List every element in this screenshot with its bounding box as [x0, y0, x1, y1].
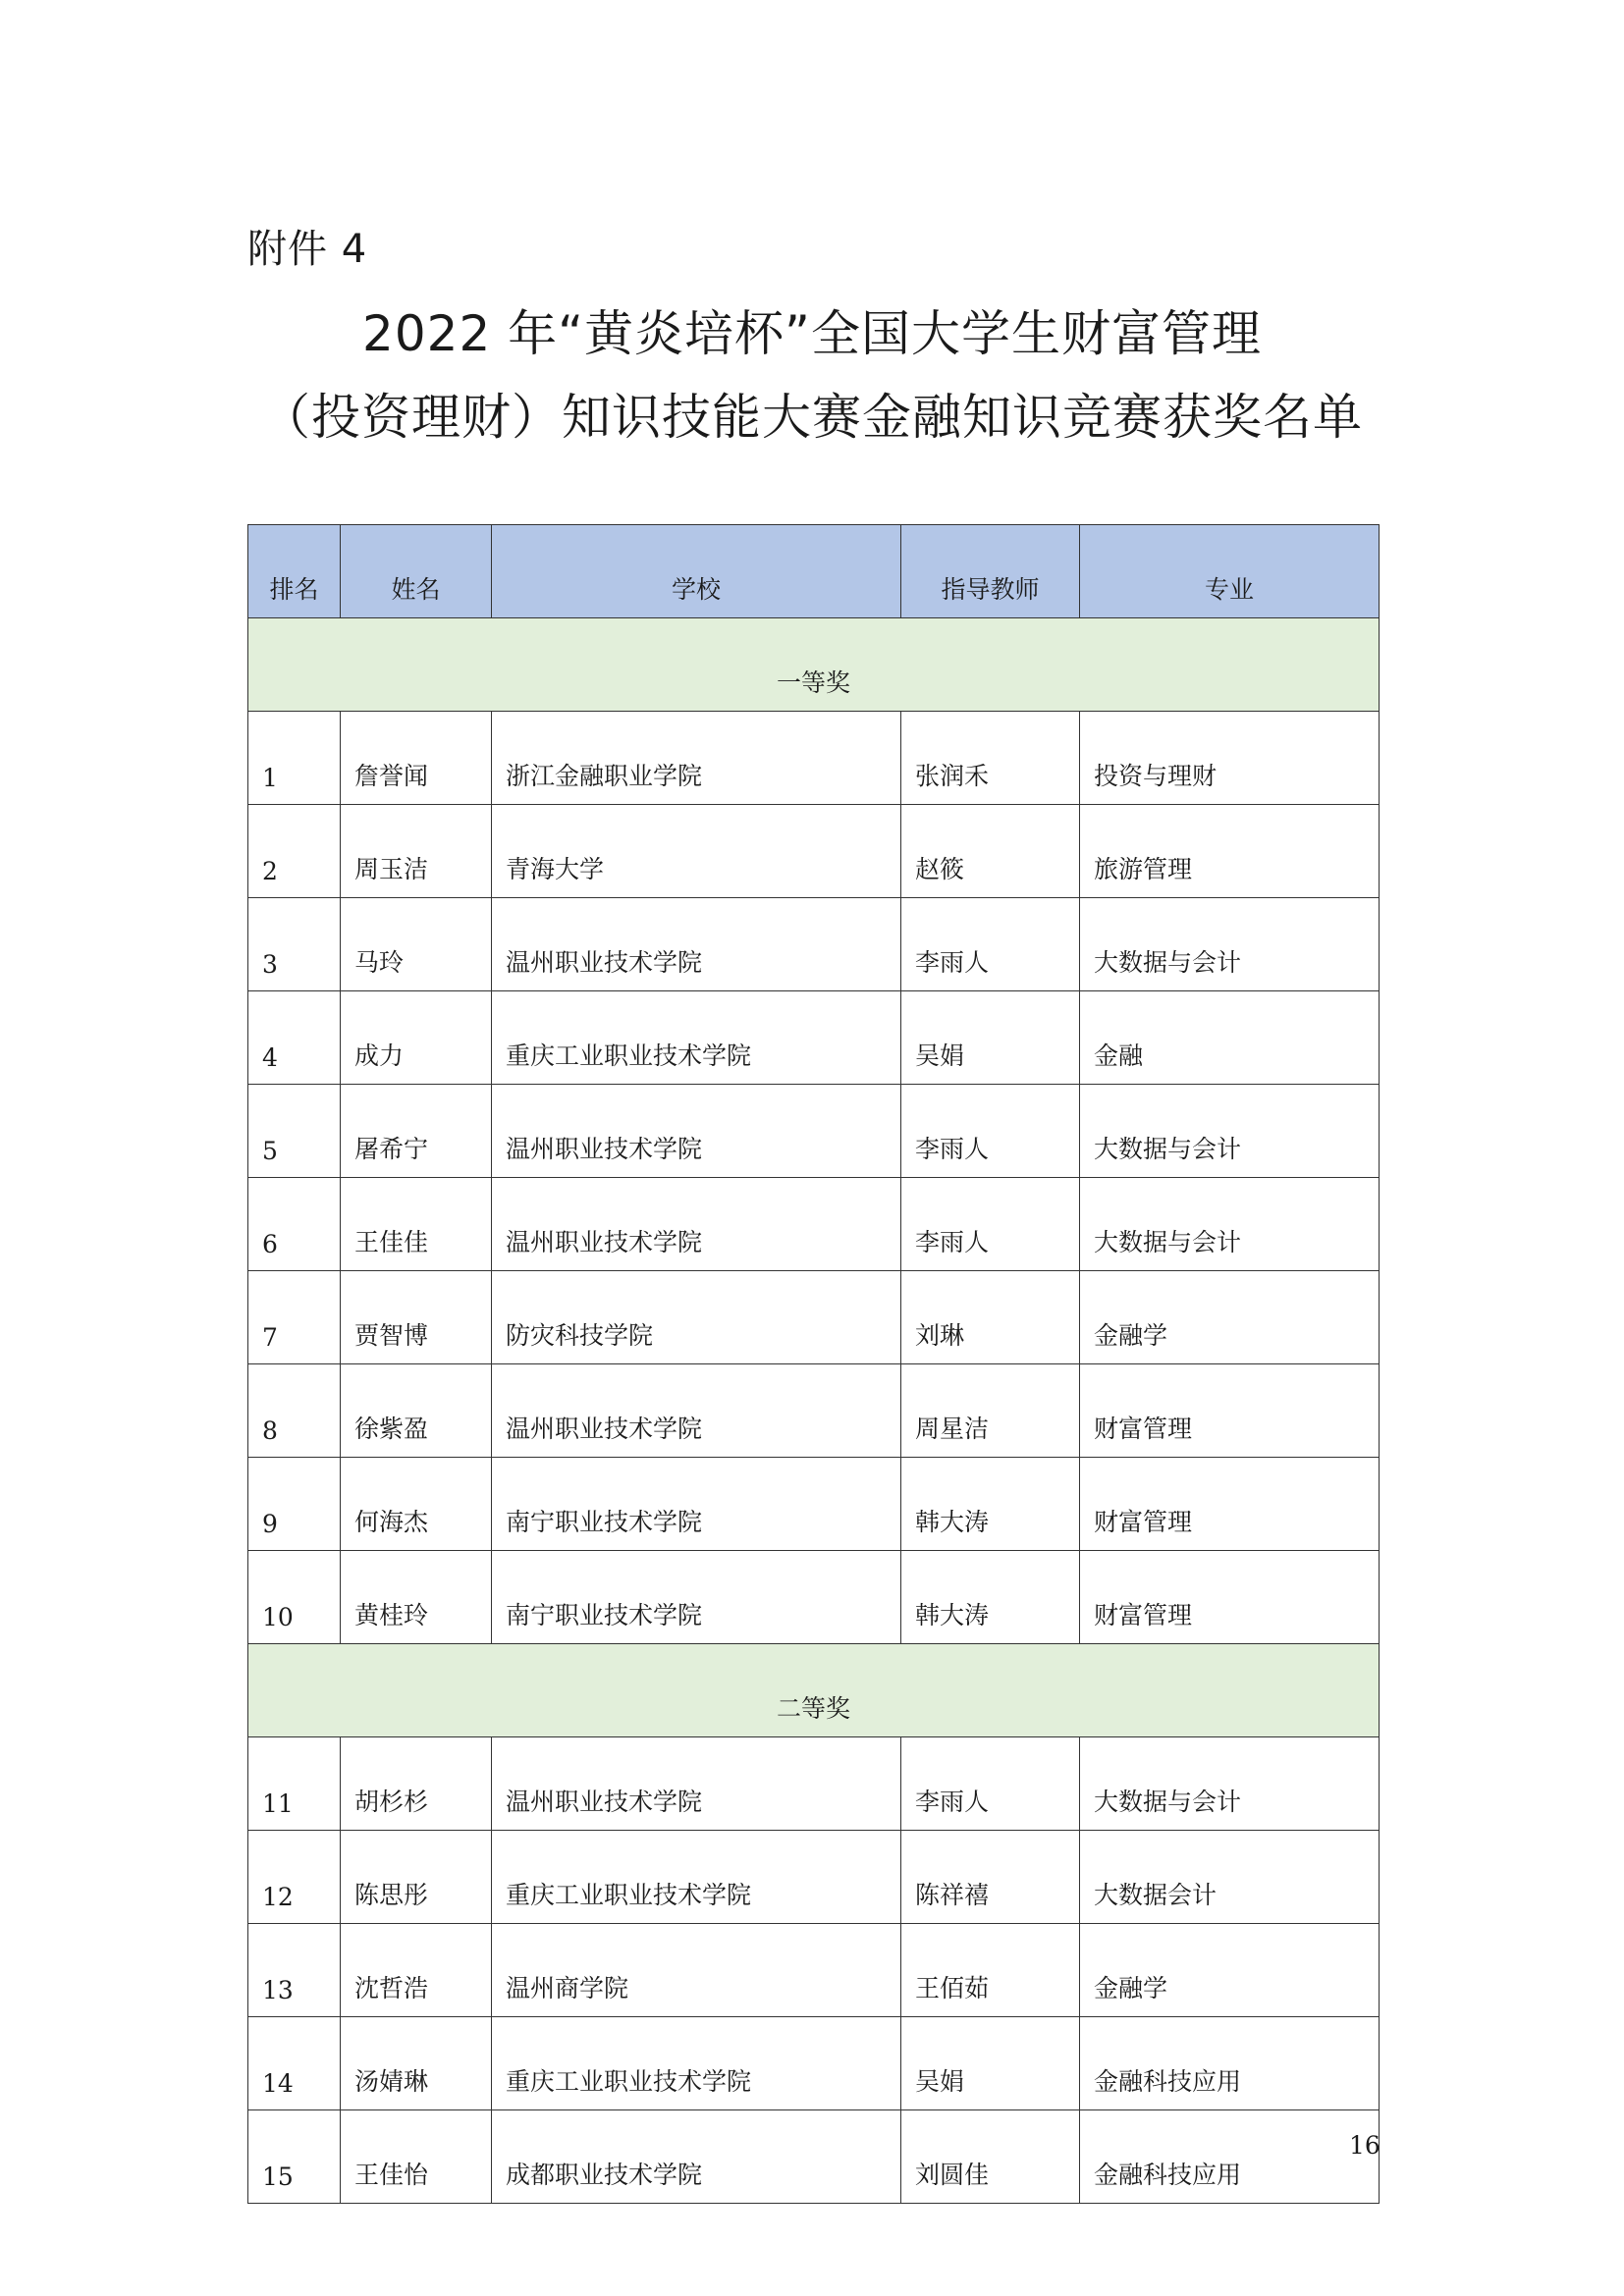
cell-school: 温州职业技术学院	[492, 1364, 901, 1458]
table-row	[248, 712, 1380, 805]
cell-name: 陈思彤	[341, 1831, 492, 1924]
cell-name: 屠希宁	[341, 1085, 492, 1178]
cell-school: 重庆工业职业技术学院	[492, 991, 901, 1085]
header-name: 姓名	[341, 525, 492, 618]
cell-major: 投资与理财	[1080, 712, 1380, 805]
cell-major: 大数据与会计	[1080, 1737, 1380, 1831]
cell-rank: 9	[248, 1458, 341, 1551]
cell-name: 周玉洁	[341, 805, 492, 898]
cell-teacher: 吴娟	[901, 991, 1080, 1085]
cell-teacher: 周星洁	[901, 1364, 1080, 1458]
cell-school: 温州职业技术学院	[492, 1737, 901, 1831]
cell-major: 财富管理	[1080, 1551, 1380, 1644]
title-line-1: 2022 年“黄炎培杯”全国大学生财富管理	[362, 305, 1262, 362]
cell-school: 青海大学	[492, 805, 901, 898]
cell-rank: 3	[248, 898, 341, 991]
cell-teacher: 王佰茹	[901, 1924, 1080, 2017]
cell-major: 金融科技应用	[1080, 2110, 1380, 2204]
cell-major: 大数据与会计	[1080, 1178, 1380, 1271]
title-line-2: （投资理财）知识技能大赛金融知识竞赛获奖名单	[261, 389, 1363, 446]
cell-name: 王佳怡	[341, 2110, 492, 2204]
cell-major: 旅游管理	[1080, 805, 1380, 898]
table-row	[248, 1178, 1380, 1271]
cell-teacher: 李雨人	[901, 898, 1080, 991]
cell-teacher: 韩大涛	[901, 1458, 1080, 1551]
cell-rank: 13	[248, 1924, 341, 2017]
cell-school: 温州职业技术学院	[492, 898, 901, 991]
cell-name: 黄桂玲	[341, 1551, 492, 1644]
cell-rank: 6	[248, 1178, 341, 1271]
cell-teacher: 刘圆佳	[901, 2110, 1080, 2204]
cell-teacher: 赵筱	[901, 805, 1080, 898]
cell-teacher: 刘琳	[901, 1271, 1080, 1364]
table-row	[248, 2110, 1380, 2204]
cell-name: 徐紫盈	[341, 1364, 492, 1458]
header-rank: 排名	[248, 525, 341, 618]
section-header-row	[248, 1644, 1380, 1737]
table-row	[248, 1551, 1380, 1644]
header-major: 专业	[1080, 525, 1380, 618]
award-table	[247, 524, 1380, 2204]
cell-name: 汤婧琳	[341, 2017, 492, 2110]
cell-rank: 10	[248, 1551, 341, 1644]
table-row	[248, 1924, 1380, 2017]
table-row	[248, 1458, 1380, 1551]
table-row	[248, 1364, 1380, 1458]
cell-school: 成都职业技术学院	[492, 2110, 901, 2204]
table-row	[248, 1737, 1380, 1831]
cell-major: 财富管理	[1080, 1364, 1380, 1458]
table-row	[248, 898, 1380, 991]
cell-major: 金融科技应用	[1080, 2017, 1380, 2110]
cell-name: 沈哲浩	[341, 1924, 492, 2017]
cell-name: 何海杰	[341, 1458, 492, 1551]
cell-teacher: 李雨人	[901, 1737, 1080, 1831]
page-number: 16	[1349, 2131, 1380, 2160]
cell-school: 浙江金融职业学院	[492, 712, 901, 805]
attachment-label: 附件 4	[247, 227, 368, 272]
cell-rank: 7	[248, 1271, 341, 1364]
cell-rank: 14	[248, 2017, 341, 2110]
cell-major: 大数据与会计	[1080, 1085, 1380, 1178]
cell-major: 大数据与会计	[1080, 898, 1380, 991]
cell-rank: 12	[248, 1831, 341, 1924]
cell-teacher: 李雨人	[901, 1085, 1080, 1178]
table-row	[248, 1271, 1380, 1364]
table-body	[248, 618, 1380, 2204]
table-row	[248, 1085, 1380, 1178]
cell-name: 王佳佳	[341, 1178, 492, 1271]
cell-name: 胡杉杉	[341, 1737, 492, 1831]
cell-rank: 8	[248, 1364, 341, 1458]
cell-name: 成力	[341, 991, 492, 1085]
cell-rank: 15	[248, 2110, 341, 2204]
section-title: 二等奖	[248, 1644, 1380, 1737]
cell-school: 重庆工业职业技术学院	[492, 1831, 901, 1924]
cell-name: 马玲	[341, 898, 492, 991]
cell-teacher: 韩大涛	[901, 1551, 1080, 1644]
table-row	[248, 2017, 1380, 2110]
cell-school: 南宁职业技术学院	[492, 1551, 901, 1644]
cell-name: 贾智博	[341, 1271, 492, 1364]
section-title: 一等奖	[248, 618, 1380, 712]
cell-teacher: 李雨人	[901, 1178, 1080, 1271]
cell-school: 温州职业技术学院	[492, 1085, 901, 1178]
cell-school: 防灾科技学院	[492, 1271, 901, 1364]
cell-major: 金融	[1080, 991, 1380, 1085]
cell-rank: 4	[248, 991, 341, 1085]
header-row	[248, 525, 1380, 618]
header-school: 学校	[492, 525, 901, 618]
cell-school: 温州商学院	[492, 1924, 901, 2017]
cell-school: 南宁职业技术学院	[492, 1458, 901, 1551]
cell-teacher: 张润禾	[901, 712, 1080, 805]
table-row	[248, 805, 1380, 898]
cell-school: 重庆工业职业技术学院	[492, 2017, 901, 2110]
table-row	[248, 1831, 1380, 1924]
section-header-row	[248, 618, 1380, 712]
cell-school: 温州职业技术学院	[492, 1178, 901, 1271]
cell-major: 金融学	[1080, 1924, 1380, 2017]
header-teacher: 指导教师	[901, 525, 1080, 618]
cell-teacher: 吴娟	[901, 2017, 1080, 2110]
table-row	[248, 991, 1380, 1085]
cell-major: 金融学	[1080, 1271, 1380, 1364]
cell-major: 财富管理	[1080, 1458, 1380, 1551]
cell-major: 大数据会计	[1080, 1831, 1380, 1924]
cell-rank: 5	[248, 1085, 341, 1178]
cell-rank: 11	[248, 1737, 341, 1831]
cell-rank: 1	[248, 712, 341, 805]
cell-rank: 2	[248, 805, 341, 898]
cell-teacher: 陈祥禧	[901, 1831, 1080, 1924]
cell-name: 詹誉闻	[341, 712, 492, 805]
